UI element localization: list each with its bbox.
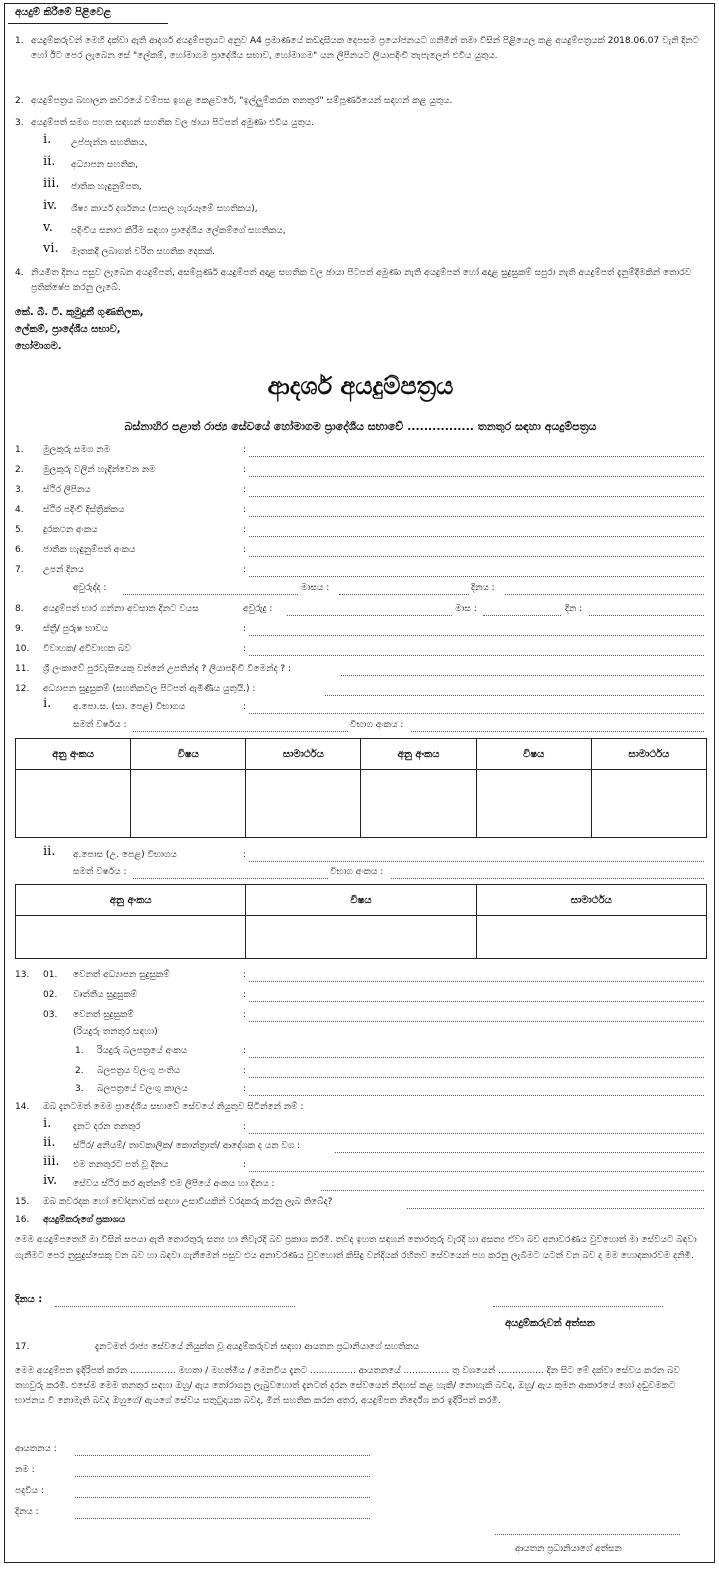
education-label: අධ්‍යාපන සුදුසුකම් (සහතිකවල පිටපත් ඇමිණිය යුතුයි.) :	[43, 684, 256, 694]
field-label: වෙනත් අධ්‍යාපන සුදුසුකම්	[73, 970, 170, 980]
table-header: සාමාර්ථය	[476, 885, 706, 916]
subitem-num: iii.	[43, 176, 60, 191]
signatory-place: හෝමාගම.	[15, 341, 62, 352]
field-subnum: 2.	[75, 1066, 84, 1076]
field-num: 7.	[15, 565, 24, 575]
field-num: 15.	[15, 1197, 30, 1207]
field-label: ජාතික හැඳුනුම්පත් අංකය	[43, 545, 136, 555]
field-label: සේවය ස්ථිර කර ඇත්නම් එම ලිපියේ අංකය හා දිනය :	[73, 1179, 275, 1189]
field-label: විවාහක/ අවිවාහක බව	[43, 644, 131, 654]
table-header: විෂය	[246, 885, 476, 916]
signatory-title: ලේකම්, ප්‍රාදේශීය සභාව,	[15, 324, 121, 335]
field-line	[249, 576, 704, 577]
field-num: 4.	[15, 505, 24, 515]
field-num: 9.	[15, 624, 24, 634]
age-month-label: මාස :	[455, 604, 477, 614]
date-label: දිනය :	[15, 1294, 43, 1305]
applicant-signature-label: අයදුම්කරුවන් අත්සන	[505, 1318, 595, 1329]
table-header: විෂය	[476, 739, 591, 770]
subitem-text: උප්පැන්න සහතිකය,	[71, 138, 148, 148]
field-label: ස්ත්‍රී/ පුරුෂ භාවය	[43, 624, 109, 634]
subitem-text: පදිංචිය සනාථ කිරීම සඳහා ප්‍රාදේශීය ලේකම්ගේ සහතිකය,	[71, 226, 286, 236]
field-num: 17.	[15, 1342, 30, 1352]
subitem-num: i.	[43, 132, 52, 147]
instructions-title: අයදුම් කිරීමේ පිළිවෙළ	[15, 7, 112, 18]
instruction-3: අයදුම්පත් සමග පහත සඳහන් සහතික වල ඡායා පිටපත් අමුණා එවිය යුතුය.	[31, 118, 314, 128]
field-num: 16.	[15, 1215, 30, 1225]
cert-field-label: පදවිය :	[15, 1486, 44, 1496]
field-label: වෘත්තීය සුදුසුකම්	[73, 990, 138, 1000]
age-day-label: දින :	[565, 604, 583, 614]
field-line	[249, 476, 704, 477]
subitem-num: iii.	[43, 1154, 60, 1169]
field-label: බලපත්‍රයේ වලංගු කාලය	[97, 1084, 188, 1094]
field-num: 6.	[15, 545, 24, 555]
declaration-text: මෙම අයදුම්පතෙහි මා විසින් සපයා ඇති තොරතුරු සත්‍ය හා නිවැරදි බව ප්‍රකාශ කරමි. තවද ඉහත සඳහන් තොරතුරු වැරදි හා අසත්‍ය ඒවා බව අනාවරණය වුවහොත් මා සේවයට බඳවා ගැනීමට පෙර නුසුදුස්සෙකු වන බව හා බඳවා ගැනීමෙන් පසුව එය අනාවරණය වුවහොත් කිසිදු වන්දියක් රහිතව සේවයෙන් පහ කරනු ලැබීමට යටත් වන බව ද මම හොඳකාරවම දනිමි.	[15, 1235, 697, 1261]
head-certificate-text: මෙම අයදුම්පත ඉදිරිපත් කරන ................ මහතා / මහත්මිය / මෙනවිය දැනට ................ ආයතනයේ ................ තු වශයෙන් ................ දින සිට මේ දක්වා සේවය කරන බව තහවුරු කරමි. එසේම මෙම තනතුර සඳහා ඔහු/ ඇය තෝරාගනු ලැබුවහොත් දැනටත් දරන සේවයෙන් නිදහස් කළ හැකි/ නොහැකි බවද, ඔහු/ ඇය කුමන ආකාරයේ හෝ දඬුවමකට භාජනය වී නොමැති බවද ඔහුගේ/ ඇයගේ සේවය සතුටුදායක බවද, මින් සහතික කරන අතර, අයදුම්පත නිර්දේශ කර ඉදිරිපත් කරමි.	[15, 1366, 680, 1406]
subitem-num: iv.	[43, 1173, 58, 1188]
table-header: අනු අංකය	[16, 885, 246, 916]
field-label: මුලකුරු සමග නම	[43, 445, 111, 455]
dob-month-label: මාසය :	[301, 583, 330, 593]
cert-field-label: නම :	[15, 1465, 35, 1475]
field-line	[249, 496, 704, 497]
employment-label: ඔබ දැනටමත් මෙම ප්‍රාදේශීය සභාවේ සේවයේ නියුතුව සිටින්නේ නම් :	[43, 1102, 304, 1112]
conviction-label: ඔබ කවරදක හෝ චෝදනාවක් සඳහා උසාවියකින් වරදකරු කරනු ලැබ තිබේද?	[43, 1197, 333, 1207]
field-label: ස්ථිර ලිපිනය	[43, 485, 91, 495]
table-header: අනු අංකය	[361, 739, 476, 770]
al-num: ii.	[43, 844, 56, 859]
field-subnum: 02.	[43, 990, 58, 1000]
field-label: බලපත්‍රය වලංගු පංතිය	[97, 1066, 181, 1076]
ol-label: අ.පො.ස. (සා. පෙළ) විභාගය	[73, 702, 186, 712]
field-subnum: 1.	[75, 1046, 84, 1056]
subitem-text: මෑතකදී ලබාගත් චරිත සහතික දෙකක්.	[71, 247, 216, 257]
field-line	[249, 456, 704, 457]
field-label: උපන් දිනය	[43, 565, 84, 575]
subitem-num: v.	[43, 220, 53, 235]
form-title: ආදර්ශ අයදුම්පත්‍රය	[267, 372, 454, 400]
field-num: 11.	[15, 664, 30, 674]
table-header: විෂය	[131, 739, 246, 770]
declaration-heading: අයදුම්කරුගේ ප්‍රකාශය	[43, 1215, 126, 1225]
instruction-num: 4.	[15, 268, 24, 278]
field-subnum: 3.	[75, 1084, 84, 1094]
ol-results-table	[15, 738, 707, 838]
field-line	[249, 536, 704, 537]
field-num: 2.	[15, 465, 24, 475]
title-underline	[8, 23, 168, 24]
field-label: දුරකථන අංකය	[43, 525, 98, 535]
subitem-num: ii.	[43, 1135, 56, 1150]
form-subtitle: බස්නාහිර පළාත් රාජ්‍ය සේවයේ හෝමාගම ප්‍රාදේශීය සභාවේ ................ තනතුර සඳහා අයදුම්පත්‍රය	[124, 420, 597, 433]
citizenship-label: ශ්‍රී ලංකාවේ පුරවැසියෙකු වන්නේ උපතින්ද ? ලියාපදිංචි වීමෙන්ද ? :	[43, 664, 291, 674]
subitem-text: ජාතික හැඳුනුම්පත,	[71, 182, 142, 192]
field-label: ස්ථිර/ අනියම්/ තාවකාලික/ කොන්ත්‍රාත්/ ආදේශක ද යන වග :	[73, 1141, 301, 1151]
field-label: වෙනත් සුදුසුකම්	[73, 1010, 134, 1020]
field-num: 1.	[15, 445, 24, 455]
ol-num: i.	[43, 696, 52, 711]
table-header: සාමාර්ථය	[246, 739, 361, 770]
table-header: අනු අංකය	[16, 739, 131, 770]
al-label: අ.පොස (උ. පෙළ) විභාගය	[73, 850, 177, 860]
instruction-num: 1.	[15, 36, 24, 46]
field-label: දැනට දරන තනතුර	[73, 1122, 141, 1132]
dob-year-label: අවුරුද්ද :	[73, 583, 107, 593]
field-num: 3.	[15, 485, 24, 495]
field-num: 14.	[15, 1102, 30, 1112]
instruction-num: 2.	[15, 96, 24, 106]
field-subnum: 03.	[43, 1010, 58, 1020]
subitem-num: iv.	[43, 198, 58, 213]
field-label: එම තනතුරට පත් වූ දිනය	[73, 1160, 169, 1170]
application-form-page: අයදුම් කිරීමේ පිළිවෙළ 1. අයදුම්කරුවන් මෙහි දක්වා ඇති ආදර්ශ අයදුම්පත්‍රයට අනුව A4 ප්‍රමාණයේ කඩදාසියක දෙපසම ප්‍රයෝජනයට ගනිමින් තමා විසින් පිළියෙල කළ අයදුම්පත්‍රයක් 2018.06.07 වැනි දිනට හෝ ඊට පෙර ලැබෙන සේ "ලේකම්, හෝමාගම ප්‍රාදේශීය සභාව, හෝමාගම" යන ලිපිනයට ලියාපදිංචි තැපැලෙන් එවිය යුතුය. 2. අයදුම්පත්‍රය බහාලන කවරයේ වම්පස ඉහළ කෙළවරේ, "ඉල්ලුම්කරන තනතුර" සම්පූර්ණයෙන් සඳහන් කළ යුතුය. 3. අයදුම්පත් සමග පහත සඳහන් සහතික වල ඡායා පිටපත් අමුණා එවිය යුතුය. i. උප්පැන්න සහතිකය, ii. අධ්‍යාපන සහතික, iii. ජාතික හැඳුනුම්පත, iv. ශිෂ්‍ය කාර්ය දර්ශනය (පාසල හැරයෑමේ සහතිකය), v. පදිංචිය සනාථ කිරීම සඳහා ප්‍රාදේශීය ලේකම්ගේ සහතිකය, vi. මෑතකදී ලබාගත් චරිත සහතික දෙකක්. 4. නියමිත දිනය පසුව ලැබෙන අයදුම්පත්, අසම්පූර්ණ අයදුම්පත් අදාළ සහතික වල ඡායා පිටපත් අමුණා නැති අයදුම්පත් හෝ අදාළ සුදුසුකම් සපුරා නැති අයදුම්පත් දැනුම්දීමකින් තොරව ප්‍රතික්ෂේප කරනු ලැබේ. කේ. බී. ටී. කුමුදුනී ගුණතිලක, ලේකම්, ප්‍රාදේශීය සභාව, හෝමාගම. ආදර්ශ අයදුම්පත්‍රය බස්නාහිර පළාත් රාජ්‍ය සේවයේ හෝමාගම ප්‍රාදේශීය සභාවේ ................ තනතුර සඳහා අයදුම්පත්‍රය 1. මුලකුරු සමග නම : 2. මුලකුරු වලින් හැඳින්වෙන නම : 3. ස්ථිර ලිපිනය : 4. ස්ථිර පදිංචි දිස්ත්‍රික්කය : 5. දුරකථන අංකය : 6. ජාතික හැඳුනුම්පත් අංකය : 7. උපන් දිනය : අවුරුද්ද : මාසය : දිනය : 8. අයදුම්පත් භාර ගන්නා අවසාන දිනට වයස අවුරුදු : මාස : දින : 9. ස්ත්‍රී/ පුරුෂ භාවය : 10. විවාහක/ අවිවාහක බව : 11. ශ්‍රී ලංකාවේ පුරවැසියෙකු වන්නේ උපතින්ද ? ලියාපදිංචි වීමෙන්ද ? : 12. අධ්‍යාපන සුදුසුකම් (සහතිකවල පිටපත් ඇමිණිය යුතුයි.) : i. අ.පො.ස. (සා. පෙළ) විභාගය : සමත් වර්ෂය : විභාග අංකය : අනු අංකය විෂය සාමාර්ථය අනු අංකය විෂය සාමාර්ථය ii. අ.පොස (උ. පෙළ) විභාගය : සමත් වර්ෂය : විභාග අංකය : අනු අංකය විෂය සාමාර්ථය 13. 01. වෙනත් අධ්‍යාපන සුදුසුකම් : 02. වෘත්තීය සුදුසුකම් : 03. වෙනත් සුදුසුකම් : (රියදුරු තනතුර සඳහා) 1. රියදුරු බලපත්‍රයේ අංකය : 2. බලපත්‍රය වලංගු පංතිය : 3. බලපත්‍රයේ වලංගු කාලය : 14. ඔබ දැනටමත් මෙම ප්‍රාදේශීය සභාවේ සේවයේ නියුතුව සිටින්නේ නම් : i. දැනට දරන තනතුර : ii. ස්ථිර/ අනියම්/ තාවකාලික/ කොන්ත්‍රාත්/ ආදේශක ද යන වග : iii. එම තනතුරට පත් වූ දිනය : iv. සේවය ස්ථිර කර ඇත්නම් එම ලිපියේ අංකය හා දිනය : 15. ඔබ කවරදක හෝ චෝදනාවක් සඳහා උසාවියකින් වරදකරු කරනු ලැබ තිබේද? 16. අයදුම්කරුගේ ප්‍රකාශය මෙම අයදුම්පතෙහි මා විසින් සපයා ඇති තොරතුරු සත්‍ය හා නිවැරදි බව ප්‍රකාශ කරමි. තවද ඉහත සඳහන් තොරතුරු වැරදි හා අසත්‍ය ඒවා බව අනාවරණය වුවහොත් මා සේවයට බඳවා ගැනීමට පෙර නුසුදුස්සෙකු වන බව හා බඳවා ගැනීමෙන් පසුව එය අනාවරණය වුවහොත් කිසිදු වන්දියක් රහිතව සේවයෙන් පහ කරනු ලැබීමට යටත් වන බව ද මම හොඳකාරවම දනිමි. දිනය : අයදුම්කරුවන් අත්සන 17. දැනටමත් රාජ්‍ය සේවයේ නියුක්ත වූ අයදුම්කරුවන් සඳහා ආයතන ප්‍රධානියාගේ සහතිකය මෙම අයදුම්පත ඉදිරිපත් කරන ................ මහතා / මහත්මිය / මෙනවිය දැනට ................ ආයතනයේ ................ තු වශයෙන් ................ දින සිට මේ දක්වා සේවය කරන බව තහවුරු කරමි. එසේම මෙම තනතුර සඳහා ඔහු/ ඇය තෝරාගනු ලැබුවහොත් දැනටත් දරන සේවයෙන් නිදහස් කළ හැකි/ නොහැකි බවද, ඔහු/ ඇය කුමන ආකාරයේ හෝ දඬුවමකට භාජනය වී නොමැති බවද ඔහුගේ/ ඇයගේ සේවය සතුටුදායක බවද, මින් සහතික කරන අතර, අයදුම්පත නිර්දේශ කර ඉදිරිපත් කරමි. ආයතනය : නම : පදවිය : දිනය : ආයතන ප්‍රධානියාගේ අත්සන	[4, 3, 715, 1563]
subitem-num: ii.	[43, 154, 56, 169]
signatory-name: කේ. බී. ටී. කුමුදුනී ගුණතිලක,	[15, 307, 144, 318]
field-line	[249, 516, 704, 517]
ol-year-label: සමත් වර්ෂය :	[73, 720, 127, 730]
field-label: ස්ථිර පදිංචි දිස්ත්‍රික්කය	[43, 505, 125, 515]
field-label: රියදුරු බලපත්‍රයේ අංකය	[97, 1046, 188, 1056]
cert-field-label: දිනය :	[15, 1507, 39, 1517]
instruction-num: 3.	[15, 118, 24, 128]
al-results-table	[15, 884, 707, 959]
subitem-num: vi.	[43, 241, 59, 256]
head-signature-label: ආයතන ප්‍රධානියාගේ අත්සන	[515, 1544, 622, 1554]
field-line	[249, 556, 704, 557]
al-index-label: විභාග අංකය :	[330, 867, 384, 877]
table-header: සාමාර්ථය	[591, 739, 706, 770]
instruction-2: අයදුම්පත්‍රය බහාලන කවරයේ වම්පස ඉහළ කෙළවරේ, "ඉල්ලුම්කරන තනතුර" සම්පූර්ණයෙන් සඳහන් කළ යුතුය.	[31, 96, 453, 106]
ol-index-label: විභාග අංකය :	[350, 720, 404, 730]
field-num: 12.	[15, 684, 30, 694]
subitem-text: ශිෂ්‍ය කාර්ය දර්ශනය (පාසල හැරයෑමේ සහතිකය),	[71, 204, 258, 214]
driver-note: (රියදුරු තනතුර සඳහා)	[73, 1027, 158, 1037]
age-year-label: අවුරුදු :	[243, 604, 273, 614]
age-label: අයදුම්පත් භාර ගන්නා අවසාන දිනට වයස	[43, 604, 199, 614]
field-subnum: 01.	[43, 970, 58, 980]
field-num: 8.	[15, 604, 24, 614]
field-num: 5.	[15, 525, 24, 535]
subitem-text: අධ්‍යාපන සහතික,	[71, 160, 138, 170]
field-num: 13.	[15, 970, 30, 980]
dob-day-label: දිනය :	[471, 583, 495, 593]
subitem-num: i.	[43, 1116, 52, 1131]
cert-field-label: ආයතනය :	[15, 1444, 57, 1454]
instruction-1: අයදුම්කරුවන් මෙහි දක්වා ඇති ආදර්ශ අයදුම්පත්‍රයට අනුව A4 ප්‍රමාණයේ කඩදාසියක දෙපසම ප්‍රයෝජනයට ගනිමින් තමා විසින් පිළියෙල කළ අයදුම්පත්‍රයක් 2018.06.07 වැනි දිනට හෝ ඊට පෙර ලැබෙන සේ "ලේකම්, හෝමාගම ප්‍රාදේශීය සභාව, හෝමාගම" යන ලිපිනයට ලියාපදිංචි තැපැලෙන් එවිය යුතුය.	[31, 36, 700, 61]
field-label: මුලකුරු වලින් හැඳින්වෙන නම	[43, 465, 156, 475]
al-year-label: සමත් වර්ෂය :	[73, 867, 127, 877]
instruction-4: නියමිත දිනය පසුව ලැබෙන අයදුම්පත්, අසම්පූර්ණ අයදුම්පත් අදාළ සහතික වල ඡායා පිටපත් අමුණා නැති අයදුම්පත් හෝ අදාළ සුදුසුකම් සපුරා නැති අයදුම්පත් දැනුම්දීමකින් තොරව ප්‍රතික්ෂේප කරනු ලැබේ.	[31, 268, 692, 293]
head-certificate-heading: දැනටමත් රාජ්‍ය සේවයේ නියුක්ත වූ අයදුම්කරුවන් සඳහා ආයතන ප්‍රධානියාගේ සහතිකය	[95, 1342, 420, 1352]
field-num: 10.	[15, 644, 30, 654]
